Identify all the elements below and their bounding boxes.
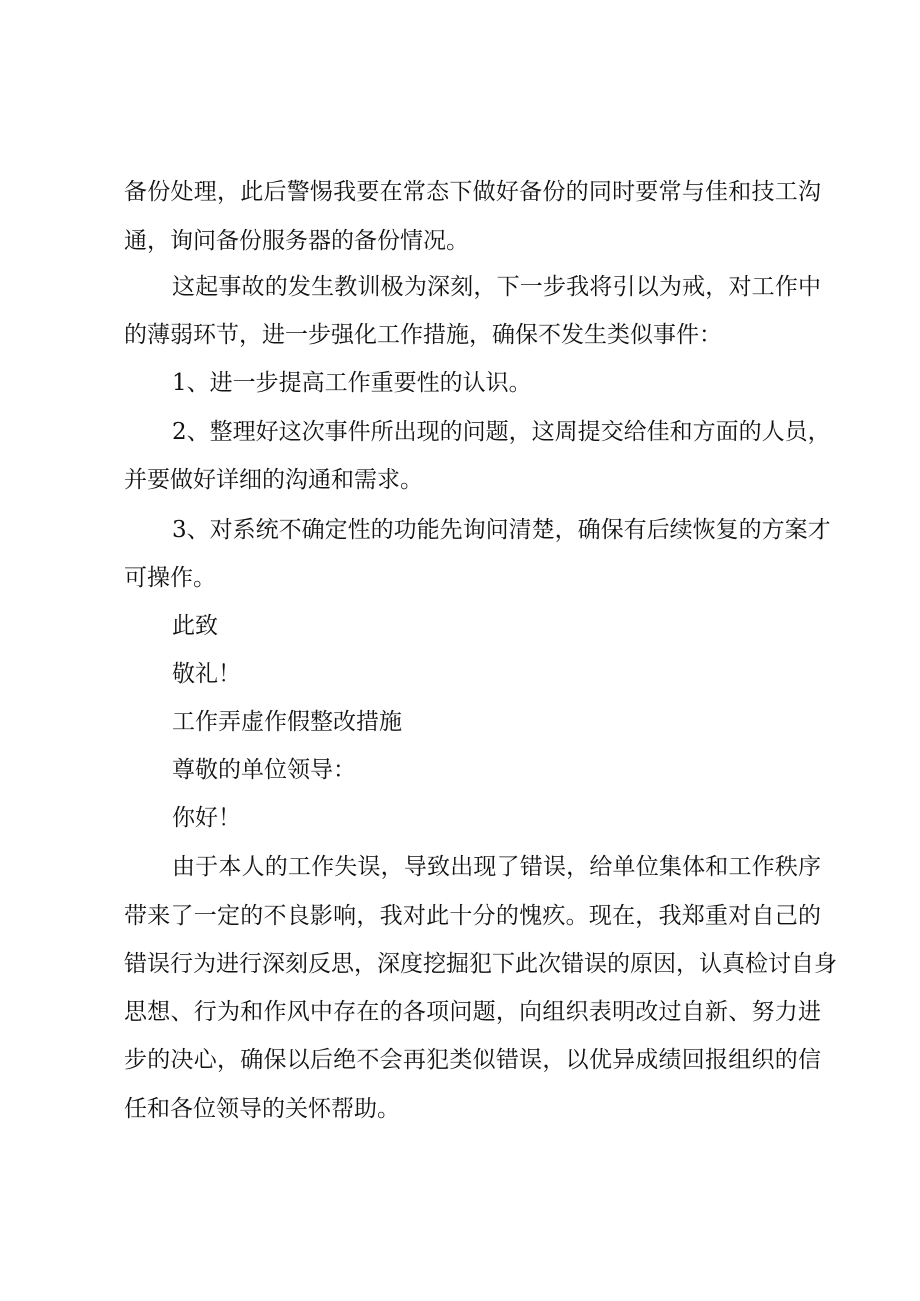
- paragraph-line: 错误行为进行深刻反思，深度挖掘犯下此次错误的原因，认真检讨自身: [124, 951, 837, 977]
- salutation-line: 敬礼！: [172, 661, 241, 687]
- greeting-line: 你好！: [172, 805, 241, 831]
- paragraph-line: 带来了一定的不良影响，我对此十分的愧疚。现在，我郑重对自己的: [124, 903, 821, 929]
- list-item-1: 1、进一步提高工作重要性的认识。: [172, 370, 532, 396]
- paragraph-line: 思想、行为和作风中存在的各项问题，向组织表明改过自新、努力进: [124, 999, 821, 1025]
- paragraph-line: 这起事故的发生教训极为深刻，下一步我将引以为戒，对工作中: [172, 274, 821, 300]
- section-title: 工作弄虚作假整改措施: [172, 709, 402, 735]
- paragraph-line: 通，询问备份服务器的备份情况。: [124, 228, 469, 254]
- paragraph-line: 步的决心，确保以后绝不会再犯类似错误，以优异成绩回报组织的信: [124, 1047, 821, 1073]
- paragraph-line: 的薄弱环节，进一步强化工作措施，确保不发生类似事件：: [124, 322, 722, 348]
- list-item-3: 3、对系统不确定性的功能先询问清楚，确保有后续恢复的方案才: [172, 517, 831, 543]
- list-item-2: 2、整理好这次事件所出现的问题，这周提交给佳和方面的人员，: [172, 419, 831, 445]
- paragraph-line: 备份处理，此后警惕我要在常态下做好备份的同时要常与佳和技工沟: [124, 179, 821, 205]
- paragraph-line: 可操作。: [124, 565, 216, 591]
- paragraph-line: 任和各位领导的关怀帮助。: [124, 1096, 400, 1122]
- paragraph-line: 由于本人的工作失误，导致出现了错误，给单位集体和工作秩序: [172, 854, 821, 880]
- greeting-line: 尊敬的单位领导：: [172, 757, 356, 783]
- paragraph-line: 并要做好详细的沟通和需求。: [124, 467, 423, 493]
- closing-line: 此致: [172, 613, 218, 639]
